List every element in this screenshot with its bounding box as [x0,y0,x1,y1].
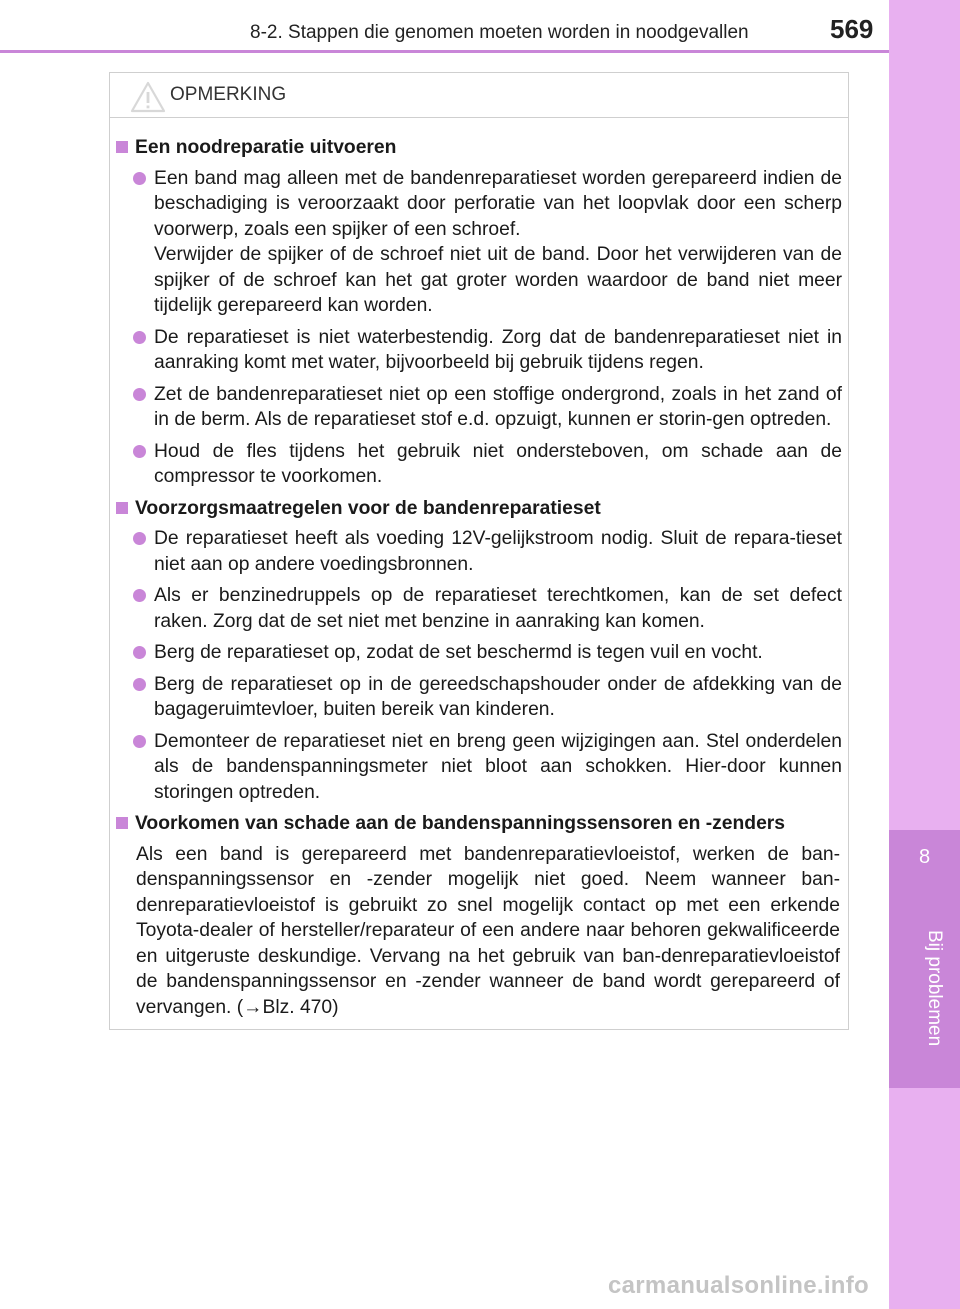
watermark-text: carmanualsonline.info [608,1272,870,1299]
bullet-item: Berg de reparatieset op in de gereedschapshouder onder de afdekking van de bagageruimtevloer, buiten bereik van kinderen. [154,672,842,723]
bullet-item: Demonteer de reparatieset niet en breng geen wijzigingen aan. Stel onderdelen als de bandenspanningsmeter niet bloot aan schokken. Hier-door kunnen storingen optreden. [154,729,842,806]
chapter-side-tab [889,0,960,1309]
chapter-number: 8 [918,846,931,868]
bullet-item: Berg de reparatieset op, zodat de set beschermd is tegen vuil en vocht. [154,640,842,666]
section-title: 8-2. Stappen die genomen moeten worden in noodgevallen [250,22,749,43]
bullet-item: De reparatieset heeft als voeding 12V-gelijkstroom nodig. Sluit de repara-tieset niet aan op andere voedingsbronnen. [154,526,842,577]
warning-triangle-icon [130,81,166,113]
bullet-item [154,166,842,319]
bullet-item: Zet de bandenreparatieset niet op een stoffige ondergrond, zoals in het zand of in de berm. Als de reparatieset stof e.d. opzuigt, kunnen er storin-gen optreden. [154,382,842,433]
page-number: 569 [830,14,874,44]
section-paragraph: Als een band is gerepareerd met bandenreparatievloeistof, werken de ban-denspanningssensor en -zender mogelijk niet goed. Neem wanneer ban-denreparatievloeistof is gebruikt zo snel mogelijk contact op met een erkende Toyota-dealer of hersteller/reparateur of een andere naar behoren gekwalificeerde en uitgeruste deskundige. Vervang na het gebruik van ban-denreparatievloeistof de bandenspanningssensor en -zender wanneer de band wordt gerepareerd of vervangen. (→Blz. 470) [136,843,840,1018]
note-header [110,73,848,118]
section-heading: Een noodreparatie uitvoeren [116,135,850,161]
note-box [109,72,849,1030]
bullet-text-continued: Verwijder de spijker of de schroef niet uit de band. Door het verwijderen van de spijker of de schroef kan het gat groter worden waardoor de band niet meer tijdelijk gerepareerd kan worden. [154,244,842,316]
bullet-item: Als er benzinedruppels op de reparatieset terechtkomen, kan de set defect raken. Zorg dat de set niet met benzine in aanraking kan komen. [154,583,842,634]
bullet-text: Een band mag alleen met de bandenreparatieset worden gerepareerd indien de beschadiging is veroorzaakt door perforatie van het loopvlak door een scherp voorwerp, zoals een spijker of een schroef. [154,167,842,240]
bullet-item: Houd de fles tijdens het gebruik niet ondersteboven, om schade aan de compressor te voorkomen. [154,439,842,490]
header-divider [0,50,889,53]
bullet-item: De reparatieset is niet waterbestendig. Zorg dat de bandenreparatieset niet in aanraking komt met water, bijvoorbeeld bij gebruik tijdens regen. [154,325,842,376]
note-title: OPMERKING [170,84,287,105]
section-heading: Voorzorgsmaatregelen voor de bandenreparatieset [116,496,850,522]
note-content [110,131,850,1020]
chapter-label: Bij problemen [924,930,945,1047]
section-heading: Voorkomen van schade aan de bandenspanningssensoren en -zenders [116,811,850,837]
